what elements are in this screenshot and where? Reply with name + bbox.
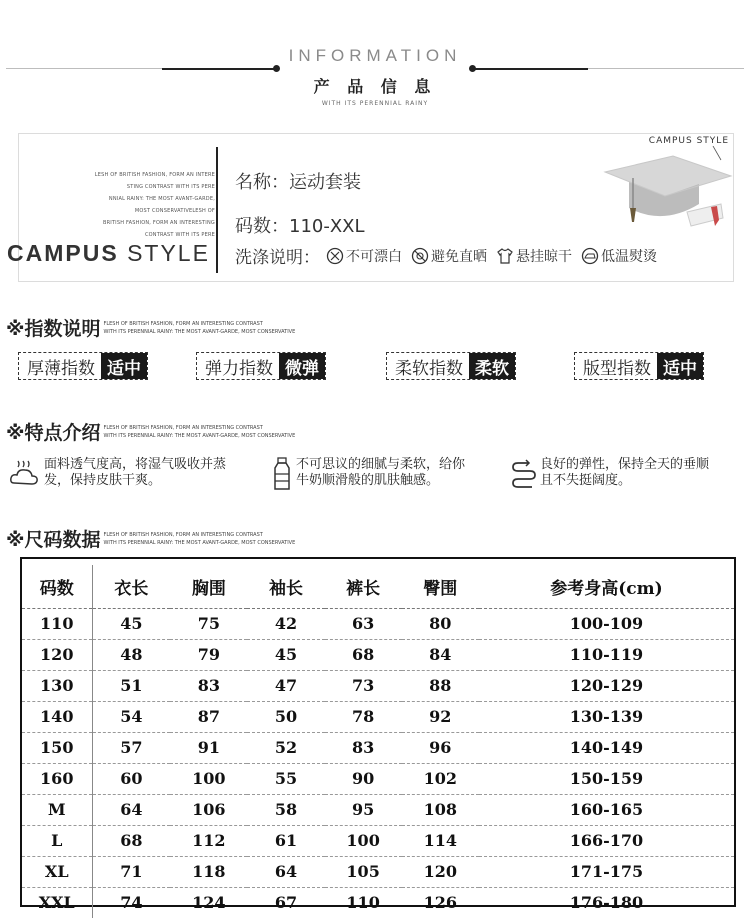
feature-section-subtitle [103, 424, 295, 440]
table-cell: 48 [92, 639, 170, 670]
col-header: 码数 [22, 565, 92, 608]
table-cell: 110 [346, 893, 380, 913]
size-table [22, 565, 734, 918]
feature-text-line: 良好的弹性，保持全天的垂顺 [540, 457, 710, 472]
table-cell: 100 [325, 825, 402, 856]
table-row [22, 763, 734, 794]
table-cell: 42 [247, 608, 324, 639]
col-header: 袖长 [247, 565, 324, 608]
table-cell: 64 [247, 856, 324, 887]
table-cell: 95 [325, 794, 402, 825]
header-title: INFORMATION [288, 46, 462, 65]
table-cell: 130 [22, 670, 92, 701]
elastic-icon [510, 457, 538, 489]
index-name: 柔软指数 [395, 358, 463, 379]
table-cell: 140 [22, 701, 92, 732]
table-cell: 52 [247, 732, 324, 763]
table-cell: 60 [92, 763, 170, 794]
table-cell: 64 [92, 794, 170, 825]
header-line-right-light [588, 68, 744, 69]
table-cell: 92 [402, 701, 479, 732]
feature-soft [272, 457, 465, 491]
table-cell: 50 [247, 701, 324, 732]
table-cell: 71 [92, 856, 170, 887]
table-cell: XL [22, 856, 92, 887]
no-bleach-icon [326, 247, 344, 265]
index-value: 适中 [101, 353, 147, 379]
table-cell: 73 [325, 670, 402, 701]
wash-item-label: 避免直晒 [431, 248, 487, 265]
table-cell: 83 [325, 732, 402, 763]
table-cell: 105 [325, 856, 402, 887]
index-value: 适中 [657, 353, 703, 379]
table-cell: 118 [170, 856, 247, 887]
campus-style-title [7, 240, 210, 267]
table-cell: 80 [402, 608, 479, 639]
table-cell: 176-180 [569, 893, 644, 913]
table-cell: 74 [120, 893, 143, 913]
info-small-line: LESH OF BRITISH FASHION, FORM AN INTERE [94, 172, 215, 178]
header-subtitle: WITH ITS PERENNIAL RAINY [321, 100, 429, 107]
table-cell: 126 [423, 893, 457, 913]
wash-label: 洗涤说明： [235, 248, 320, 268]
size-section-heading [6, 525, 295, 552]
table-row [22, 639, 734, 670]
feature-breathable [10, 457, 226, 489]
table-cell: 55 [247, 763, 324, 794]
campus-word: CAMPUS [7, 240, 119, 266]
wash-item-label: 悬挂晾干 [516, 248, 572, 265]
campus-style-small: CAMPUS STYLE [648, 136, 729, 146]
wash-item-no-bleach [326, 246, 402, 266]
index-softness [386, 352, 516, 380]
info-small-line: BRITISH FASHION, FORM AN INTERESTING [102, 220, 215, 226]
info-small-line: CONTRAST WITH ITS PERE [144, 232, 215, 238]
header-line-left-light [6, 68, 162, 69]
table-cell: 114 [402, 825, 479, 856]
table-cell: 91 [170, 732, 247, 763]
table-cell: 124 [192, 893, 226, 913]
table-cell: 120 [402, 856, 479, 887]
table-cell: 67 [274, 893, 298, 913]
table-cell: 102 [402, 763, 479, 794]
index-value: 柔软 [469, 353, 515, 379]
header-dot-right [469, 65, 476, 72]
table-cell: 96 [402, 732, 479, 763]
info-small-text [69, 169, 215, 241]
feature-section-heading [6, 418, 295, 445]
size-table-header-row [22, 565, 734, 608]
index-name: 版型指数 [583, 358, 651, 379]
header-line-right-dark [472, 68, 588, 70]
table-cell: M [22, 794, 92, 825]
index-section-title: ※指数说明 [6, 318, 101, 340]
table-cell: 61 [247, 825, 324, 856]
table-cell: 88 [402, 670, 479, 701]
table-cell: 120 [22, 639, 92, 670]
table-row [22, 670, 734, 701]
table-cell: 75 [170, 608, 247, 639]
wash-item-hang-dry [496, 246, 572, 266]
table-cell: 79 [170, 639, 247, 670]
info-small-line: STING CONTRAST WITH ITS PERE [126, 184, 215, 190]
header-cn-title: 产 品 信 息 [313, 77, 437, 96]
subtitle-line: FLESH OF BRITISH FASHION, FORM AN INTERESTING CONTRAST [103, 531, 263, 538]
table-cell: 45 [92, 608, 170, 639]
shirt-icon [496, 247, 514, 265]
feature-elastic [510, 457, 709, 489]
table-cell: 90 [325, 763, 402, 794]
table-cell: 84 [402, 639, 479, 670]
table-row [22, 825, 734, 856]
subtitle-line: FLESH OF BRITISH FASHION, FORM AN INTERESTING CONTRAST [103, 424, 263, 431]
graduation-cap-icon [603, 146, 733, 236]
wash-item-label: 低温熨烫 [601, 248, 657, 265]
feature-text-line: 不可思议的细腻与柔软，给你 [296, 457, 466, 472]
table-cell: 68 [325, 639, 402, 670]
table-cell: 110 [22, 608, 92, 639]
avoid-sun-icon [411, 247, 429, 265]
table-row [22, 887, 734, 918]
product-size-range: 码数：110-XXL [235, 216, 365, 237]
wash-item-avoid-sun [411, 246, 487, 266]
feature-section-title: ※特点介绍 [6, 422, 101, 444]
table-cell: 150 [22, 732, 92, 763]
milk-bottle-icon [272, 457, 292, 491]
size-table-frame [20, 557, 736, 913]
table-row [22, 732, 734, 763]
index-name: 厚薄指数 [27, 358, 95, 379]
feature-text-line: 且不失挺阔度。 [540, 473, 632, 488]
col-header: 裤长 [325, 565, 402, 608]
table-cell: 100 [170, 763, 247, 794]
product-info-box [7, 133, 734, 282]
table-cell: 140-149 [479, 732, 734, 763]
index-section-heading [6, 314, 295, 341]
size-section-subtitle [103, 531, 295, 547]
product-name: 名称：运动套装 [235, 172, 361, 193]
table-cell: 45 [247, 639, 324, 670]
table-cell: 106 [170, 794, 247, 825]
index-fit [574, 352, 704, 380]
table-cell: 78 [325, 701, 402, 732]
table-cell: 47 [247, 670, 324, 701]
col-header: 胸围 [170, 565, 247, 608]
table-cell: 160-165 [479, 794, 734, 825]
table-cell: 130-139 [479, 701, 734, 732]
header-line-left-dark [162, 68, 277, 70]
table-cell: XXL [22, 887, 92, 918]
table-cell: 171-175 [479, 856, 734, 887]
table-row [22, 608, 734, 639]
subtitle-line: WITH ITS PERENNIAL RAINY: THE MOST AVANT-GARDE, MOST CONSERVATIVE [103, 539, 296, 546]
table-cell: 54 [92, 701, 170, 732]
table-cell: 120-129 [479, 670, 734, 701]
table-cell: 112 [170, 825, 247, 856]
feature-text-line: 发，保持皮肤干爽。 [44, 473, 162, 488]
table-cell: 83 [170, 670, 247, 701]
info-divider [216, 147, 218, 273]
feature-text-line: 牛奶顺滑般的肌肤触感。 [296, 473, 440, 488]
index-name: 弹力指数 [205, 358, 273, 379]
table-cell: 63 [325, 608, 402, 639]
feature-text-line: 面料透气度高，将湿气吸收并蒸 [44, 457, 227, 472]
info-small-line: MOST CONSERVATIVELESH OF [134, 208, 215, 214]
table-cell: 68 [92, 825, 170, 856]
header-dot-left [273, 65, 280, 72]
table-row [22, 856, 734, 887]
style-word: STYLE [127, 240, 210, 266]
table-cell: 57 [92, 732, 170, 763]
table-cell: 100-109 [479, 608, 734, 639]
table-cell: 51 [92, 670, 170, 701]
index-section-subtitle [103, 320, 295, 336]
table-cell: L [22, 825, 92, 856]
subtitle-line: WITH ITS PERENNIAL RAINY: THE MOST AVANT-GARDE, MOST CONSERVATIVE [103, 432, 296, 439]
col-header: 参考身高(cm) [479, 565, 734, 608]
subtitle-line: FLESH OF BRITISH FASHION, FORM AN INTERESTING CONTRAST [103, 320, 263, 327]
table-cell: 150-159 [479, 763, 734, 794]
index-elasticity [196, 352, 326, 380]
info-small-line: NNIAL RAINY: THE MOST AVANT-GARDE, [108, 196, 215, 202]
iron-icon [581, 247, 599, 265]
table-cell: 87 [170, 701, 247, 732]
breathable-icon [10, 457, 40, 489]
table-cell: 160 [22, 763, 92, 794]
index-thickness [18, 352, 148, 380]
table-cell: 58 [247, 794, 324, 825]
table-row [22, 701, 734, 732]
size-section-title: ※尺码数据 [6, 529, 101, 551]
table-cell: 166-170 [479, 825, 734, 856]
wash-item-label: 不可漂白 [346, 248, 402, 265]
table-cell: 110-119 [479, 639, 734, 670]
table-row [22, 794, 734, 825]
wash-instructions [235, 243, 666, 268]
col-header: 臀围 [402, 565, 479, 608]
col-header: 衣长 [92, 565, 170, 608]
index-value: 微弹 [279, 353, 325, 379]
table-cell: 108 [402, 794, 479, 825]
subtitle-line: WITH ITS PERENNIAL RAINY: THE MOST AVANT-GARDE, MOST CONSERVATIVE [103, 328, 296, 335]
wash-item-low-iron [581, 246, 657, 266]
